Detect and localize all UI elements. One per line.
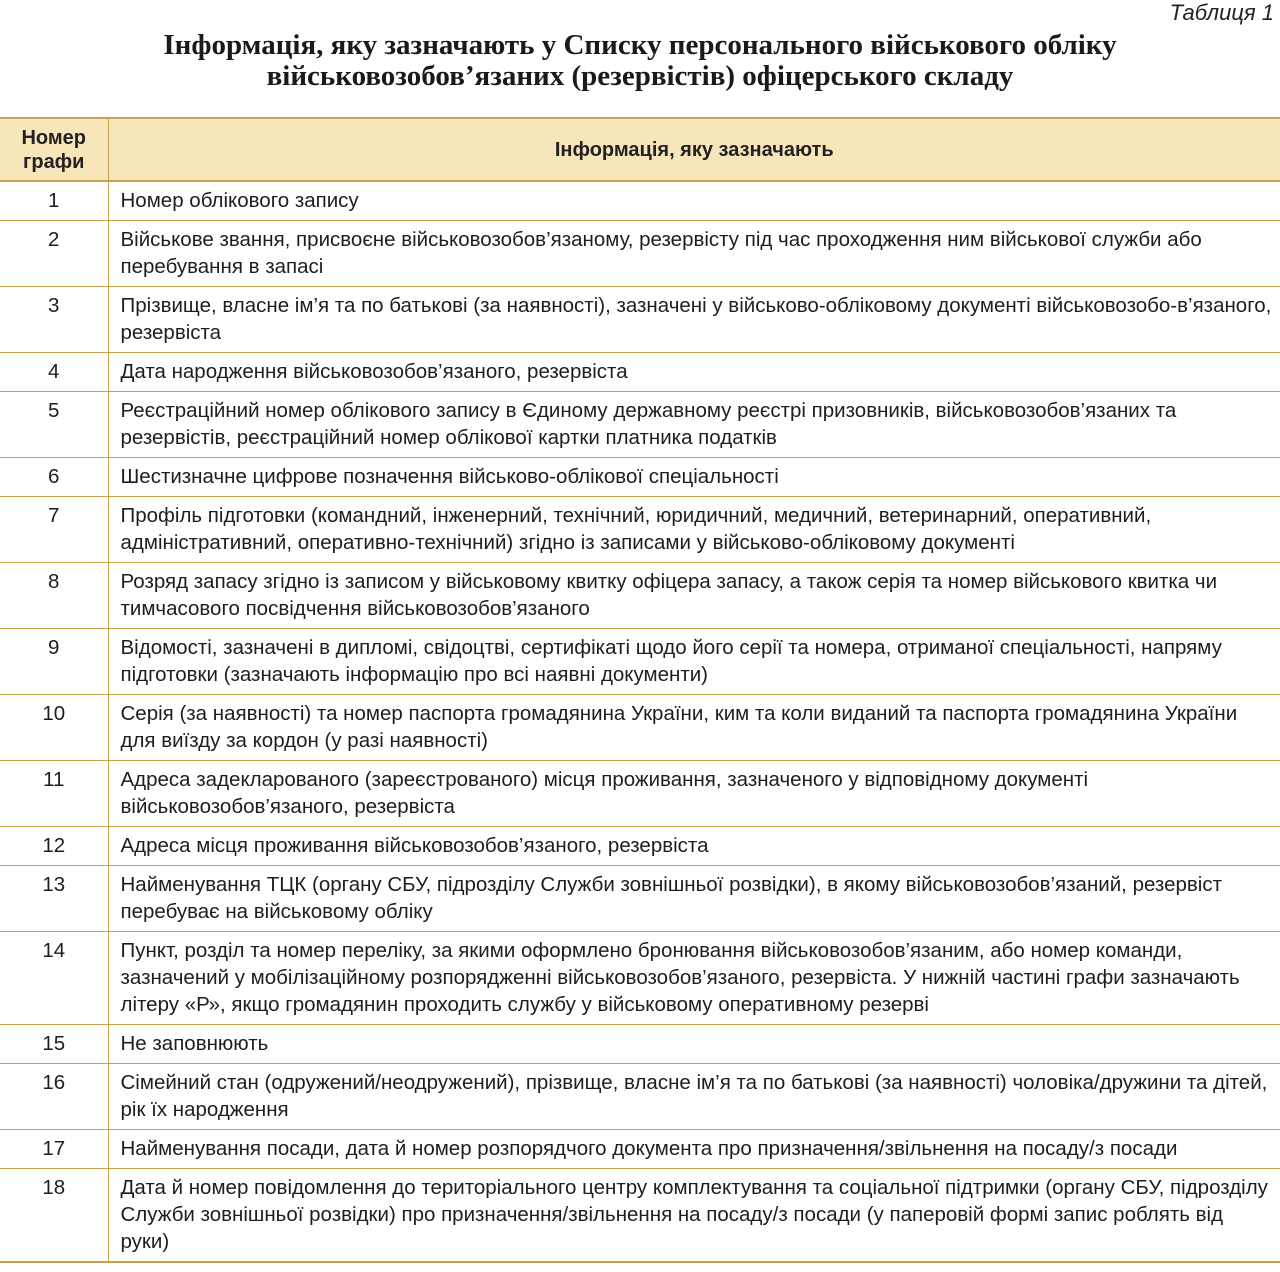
column-header-info: Інформація, яку зазначають	[108, 118, 1280, 181]
table-row	[0, 392, 1280, 458]
row-info-cell: Дата й номер повідомлення до територіального центру комплектування та соціальної підтримки (органу СБУ, підрозділу Служби зовнішньої розвідки) про призначення/звільнення на посаду/з посади (у паперовій формі запис роблять від руки)	[108, 1169, 1280, 1263]
row-info-cell: Не заповнюють	[108, 1025, 1280, 1064]
page-title-line-1: Інформація, яку зазначають у Списку персонального військового обліку	[163, 29, 1117, 61]
row-info-cell: Військове звання, присвоєне військовозобов’язаному, резервісту під час проходження ним військової служби або перебування в запасі	[108, 221, 1280, 287]
row-info-cell: Дата народження військовозобов’язаного, резервіста	[108, 353, 1280, 392]
row-info-cell: Шестизначне цифрове позначення військово-облікової спеціальності	[108, 458, 1280, 497]
row-number-cell: 13	[0, 866, 108, 932]
table-row	[0, 827, 1280, 866]
table-row	[0, 181, 1280, 221]
row-number-cell: 17	[0, 1130, 108, 1169]
row-info-cell: Розряд запасу згідно із записом у військовому квитку офіцера запасу, а також серія та номер військового квитка чи тимчасового посвідчення військовозобов’язаного	[108, 563, 1280, 629]
table-row	[0, 866, 1280, 932]
row-info-cell: Найменування ТЦК (органу СБУ, підрозділу Служби зовнішньої розвідки), в якому військовозобов’язаний, резервіст перебуває на військовому обліку	[108, 866, 1280, 932]
row-info-cell: Адреса задекларованого (зареєстрованого) місця проживання, зазначеного у відповідному документі військовозобов’язаного, резервіста	[108, 761, 1280, 827]
page-title	[0, 30, 1280, 92]
column-header-number: Номер графи	[0, 118, 108, 181]
table-row	[0, 1130, 1280, 1169]
row-info-cell: Відомості, зазначені в дипломі, свідоцтві, сертифікаті щодо його серії та номера, отриманої спеціальності, напряму підготовки (зазначають інформацію про всі наявні документи)	[108, 629, 1280, 695]
table-row	[0, 1025, 1280, 1064]
row-number-cell: 5	[0, 392, 108, 458]
table-body	[0, 181, 1280, 1262]
table-row	[0, 563, 1280, 629]
table-row	[0, 1064, 1280, 1130]
info-table	[0, 117, 1280, 1263]
row-info-cell: Прізвище, власне ім’я та по батькові (за наявності), зазначені у військово-обліковому документі військовозобо-в’язаного, резервіста	[108, 287, 1280, 353]
table-row	[0, 761, 1280, 827]
table-row	[0, 497, 1280, 563]
table-header	[0, 118, 1280, 181]
table-row	[0, 629, 1280, 695]
row-number-cell: 7	[0, 497, 108, 563]
table-number-label: Таблиця 1	[1169, 0, 1274, 25]
row-info-cell: Пункт, розділ та номер переліку, за якими оформлено бронювання військовозобов’язаним, або номер команди, зазначений у мобілізаційному розпорядженні військовозобов’язаного, резервіста. У нижній частині графи зазначають літеру «Р», якщо громадянин проходить службу у військовому оперативному резерві	[108, 932, 1280, 1025]
row-number-cell: 6	[0, 458, 108, 497]
row-number-cell: 1	[0, 181, 108, 221]
row-info-cell: Сімейний стан (одружений/неодружений), прізвище, власне ім’я та по батькові (за наявності) чоловіка/дружини та дітей, рік їх народження	[108, 1064, 1280, 1130]
row-number-cell: 9	[0, 629, 108, 695]
row-info-cell: Адреса місця проживання військовозобов’язаного, резервіста	[108, 827, 1280, 866]
row-number-cell: 2	[0, 221, 108, 287]
row-number-cell: 14	[0, 932, 108, 1025]
table-row	[0, 221, 1280, 287]
row-info-cell: Номер облікового запису	[108, 181, 1280, 221]
row-number-cell: 16	[0, 1064, 108, 1130]
row-number-cell: 18	[0, 1169, 108, 1263]
table-row	[0, 353, 1280, 392]
row-info-cell: Профіль підготовки (командний, інженерний, технічний, юридичний, медичний, ветеринарний, оперативний, адміністративний, оперативно-технічний) згідно із записами у військово-обліковому документі	[108, 497, 1280, 563]
row-number-cell: 10	[0, 695, 108, 761]
table-row	[0, 458, 1280, 497]
row-number-cell: 15	[0, 1025, 108, 1064]
row-number-cell: 3	[0, 287, 108, 353]
page-title-line-2: військовозобов’язаних (резервістів) офіцерського складу	[266, 60, 1014, 92]
table-row	[0, 1169, 1280, 1263]
table-row	[0, 932, 1280, 1025]
table-row	[0, 695, 1280, 761]
row-number-cell: 11	[0, 761, 108, 827]
row-number-cell: 12	[0, 827, 108, 866]
table-row	[0, 287, 1280, 353]
row-info-cell: Реєстраційний номер облікового запису в Єдиному державному реєстрі призовників, військовозобов’язаних та резервістів, реєстраційний номер облікової картки платника податків	[108, 392, 1280, 458]
row-info-cell: Найменування посади, дата й номер розпорядчого документа про призначення/звільнення на посаду/з посади	[108, 1130, 1280, 1169]
row-info-cell: Серія (за наявності) та номер паспорта громадянина України, ким та коли виданий та паспорта громадянина України для виїзду за кордон (у разі наявності)	[108, 695, 1280, 761]
row-number-cell: 4	[0, 353, 108, 392]
row-number-cell: 8	[0, 563, 108, 629]
